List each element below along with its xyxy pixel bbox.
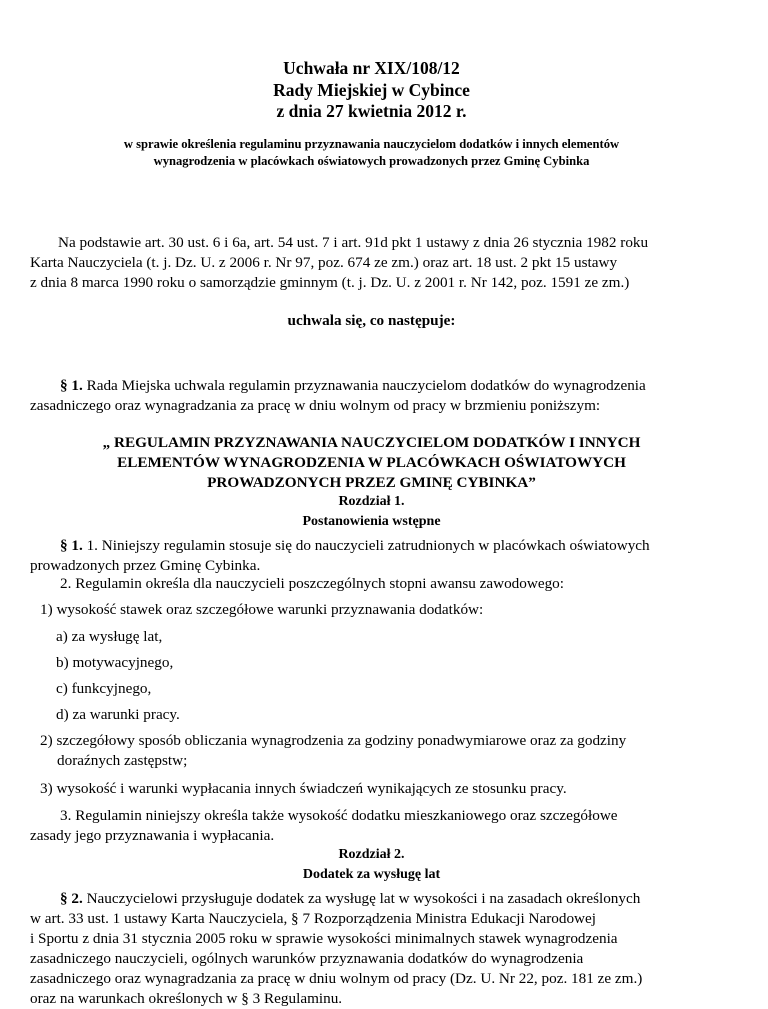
list-item-1d: d) za warunki pracy. bbox=[56, 706, 180, 723]
chapter-1-point-2: 2. Regulamin określa dla nauczycieli poszczególnych stopni awansu zawodowego: bbox=[60, 575, 564, 592]
regulation-title: „ REGULAMIN PRZYZNAWANIA NAUCZYCIELOM DODATKÓW I INNYCH ELEMENTÓW WYNAGRODZENIA W PLACÓWKACH OŚWIATOWYCH PROWADZONYCH PRZEZ GMINĘ CYBINKA” bbox=[102, 434, 641, 491]
chapter-2-paragraph-2: § 2. Nauczycielowi przysługuje dodatek za wysługę lat w wysokości i na zasadach określonych w art. 33 ust. 1 ustawy Karta Nauczyciela, § 7 Rozporządzenia Ministra Edukacji Narodowej i Sportu z dnia 31 stycznia 2005 roku w sprawie wysokości minimalnych stawek wynagrodzenia zasadniczego nauczycieli, ogólnych warunków przyznawania dodatków do wynagrodzenia zasadniczego oraz wynagradzania za pracę w dniu wolnym od pracy (Dz. U. Nr 22, poz. 181 ze zm.) oraz na warunkach określonych w § 3 Regulaminu. bbox=[30, 890, 643, 1007]
list-item-1b: b) motywacyjnego, bbox=[56, 654, 174, 671]
paragraph-1: § 1. Rada Miejska uchwala regulamin przyznawania nauczycielom dodatków do wynagrodzenia zasadniczego oraz wynagradzania za pracę w dniu wolnym od pracy w brzmieniu poniższym: bbox=[30, 377, 646, 414]
list-item-2: 2) szczegółowy sposób obliczania wynagrodzenia za godziny ponadwymiarowe oraz za godziny doraźnych zastępstw; bbox=[40, 732, 627, 769]
list-item-1a: a) za wysługę lat, bbox=[56, 628, 163, 645]
resolution-date: z dnia 27 kwietnia 2012 r. bbox=[276, 101, 467, 121]
list-item-1c: c) funkcyjnego, bbox=[56, 680, 152, 697]
chapter-1-paragraph-1: § 1. 1. Niniejszy regulamin stosuje się do nauczycieli zatrudnionych w placówkach oświatowych prowadzonych przez Gminę Cybinka. bbox=[30, 537, 650, 574]
list-item-3: 3) wysokość i warunki wypłacania innych świadczeń wynikających ze stosunku pracy. bbox=[40, 780, 567, 797]
chapter-2-heading: Rozdział 2. Dodatek za wysługę lat bbox=[302, 847, 441, 882]
resolution-number: Uchwała nr XIX/108/12 bbox=[283, 58, 460, 78]
resolution-subject: w sprawie określenia regulaminu przyznawania nauczycielom dodatków i innych elementów wynagrodzenia w placówkach oświatowych prowadzonych przez Gminę Cybinka bbox=[123, 137, 620, 168]
list-item-1: 1) wysokość stawek oraz szczegółowe warunki przyznawania dodatków: bbox=[40, 601, 484, 618]
chapter-1-point-3: 3. Regulamin niniejszy określa także wysokość dodatku mieszkaniowego oraz szczegółowe zasady jego przyznawania i wypłacania. bbox=[30, 807, 618, 844]
resolves-clause: uchwala się, co następuje: bbox=[287, 312, 456, 329]
resolution-title bbox=[30, 58, 713, 123]
council-name: Rady Miejskiej w Cybince bbox=[273, 79, 470, 100]
chapter-1-heading: Rozdział 1. Postanowienia wstępne bbox=[302, 494, 441, 529]
legal-basis: Na podstawie art. 30 ust. 6 i 6a, art. 54 ust. 7 i art. 91d pkt 1 ustawy z dnia 26 stycznia 1982 roku Karta Nauczyciela (t. j. Dz. U. z 2006 r. Nr 97, poz. 674 ze zm.) oraz art. 18 ust. 2 pkt 15 ustawy z dnia 8 marca 1990 roku o samorządzie gminnym (t. j. Dz. U. z 2001 r. Nr 142, poz. 1591 ze zm.) bbox=[30, 234, 649, 291]
